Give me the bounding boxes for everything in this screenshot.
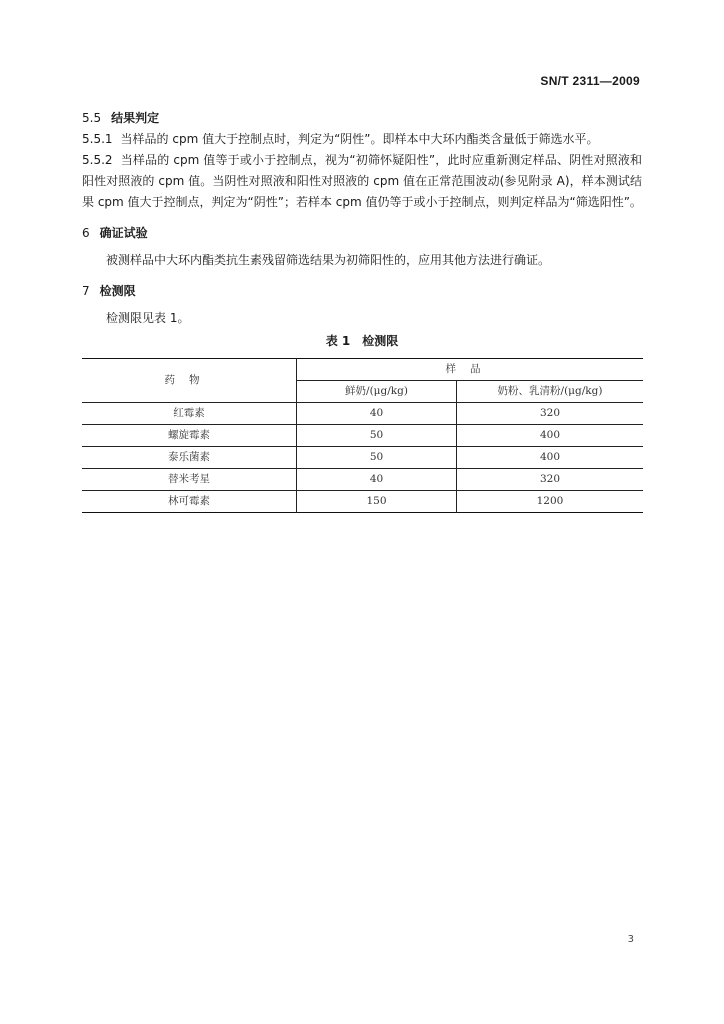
cell-milk: 40 xyxy=(297,403,457,425)
cell-milk: 150 xyxy=(297,491,457,513)
detection-limit-table xyxy=(82,358,643,513)
page-number: 3 xyxy=(627,934,634,945)
section-title: 结果判定 xyxy=(111,111,160,125)
cell-milk: 50 xyxy=(297,425,457,447)
table-caption: 表 1 检测限 xyxy=(325,334,399,348)
clause-5-5-2 xyxy=(82,150,642,213)
header-milk: 鲜奶/(μg/kg) xyxy=(297,381,457,403)
clause-5-5-1 xyxy=(82,129,642,150)
cell-drug: 泰乐菌素 xyxy=(82,447,297,469)
section-6-text: 被测样品中大环内酯类抗生素残留筛选结果为初筛阳性的，应用其他方法进行确证。 xyxy=(106,253,551,267)
section-title: 确证试验 xyxy=(99,226,148,240)
standard-code: SN/T 2311—2009 xyxy=(540,74,640,88)
cell-milk: 40 xyxy=(297,469,457,491)
table-row xyxy=(82,403,643,425)
clause-number: 5.5.1 xyxy=(82,132,113,146)
cell-powder: 400 xyxy=(457,447,644,469)
cell-drug: 螺旋霉素 xyxy=(82,425,297,447)
clause-text: 当样品的 cpm 值等于或小于控制点，视为“初筛怀疑阳性”，此时应重新测定样品、阴性对照液和阳性对照液的 cpm 值。当阴性对照液和阳性对照液的 cpm 值在正常范围波动(参见附录 A)，样本测试结果 cpm 值大于控制点，判定为“阴性”；若样本 cpm 值仍等于或小于控制点，则判定样品为“筛选阳性”。 xyxy=(82,153,642,209)
header-drug: 药物 xyxy=(82,359,297,403)
cell-powder: 320 xyxy=(457,403,644,425)
section-number: 5.5 xyxy=(82,111,102,125)
cell-powder: 400 xyxy=(457,425,644,447)
cell-powder: 1200 xyxy=(457,491,644,513)
cell-drug: 红霉素 xyxy=(82,403,297,425)
table-row xyxy=(82,491,643,513)
table-row xyxy=(82,425,643,447)
table-row xyxy=(82,447,643,469)
cell-drug: 林可霉素 xyxy=(82,491,297,513)
section-title: 检测限 xyxy=(99,284,136,298)
section-7-text: 检测限见表 1。 xyxy=(106,311,190,325)
header-sample: 样品 xyxy=(297,359,644,381)
table-header-row xyxy=(82,359,643,381)
section-number: 7 xyxy=(82,284,90,298)
cell-powder: 320 xyxy=(457,469,644,491)
clause-text: 当样品的 cpm 值大于控制点时，判定为“阴性”。即样本中大环内酯类含量低于筛选水平。 xyxy=(120,132,599,146)
header-powder: 奶粉、乳清粉/(μg/kg) xyxy=(457,381,644,403)
section-7-heading xyxy=(82,281,642,302)
table-body xyxy=(82,403,643,513)
table-row xyxy=(82,469,643,491)
section-number: 6 xyxy=(82,226,90,240)
cell-drug: 替米考星 xyxy=(82,469,297,491)
section-5-5-heading xyxy=(82,108,642,129)
cell-milk: 50 xyxy=(297,447,457,469)
clause-number: 5.5.2 xyxy=(82,153,113,167)
section-6-heading xyxy=(82,223,642,244)
page-content xyxy=(82,108,642,513)
